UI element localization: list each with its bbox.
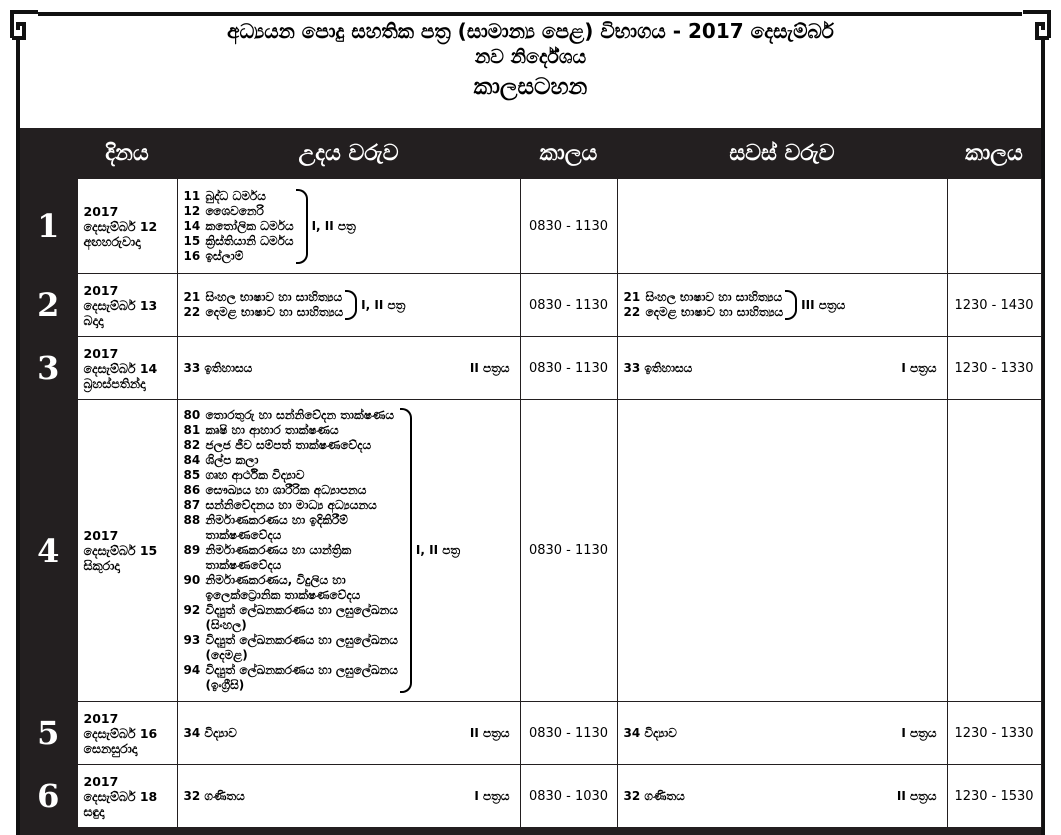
- paper-label: I පත්‍රය: [474, 788, 510, 803]
- subjects-group: [184, 189, 514, 264]
- subject-code: 22: [623, 305, 641, 319]
- table-row: [20, 702, 1041, 765]
- morning-time: 0830 - 1130: [520, 702, 617, 765]
- morning-time: 0830 - 1030: [520, 765, 617, 828]
- morning-time: 0830 - 1130: [520, 400, 617, 702]
- page-subtitle: නව නිර්දේශය: [474, 46, 587, 68]
- header-afternoon: සවස් වරුව: [729, 140, 835, 166]
- page-title: අධ්‍යයන පොදු සහතික පත්‍ර (සාමාන්‍ය පෙළ) විභාගය - 2017 දෙසැම්බර්: [227, 19, 834, 43]
- frame-right-border: [1041, 40, 1045, 835]
- date-line: දෙසැම්බර් 13: [83, 297, 158, 313]
- subject-line: [624, 290, 784, 305]
- subject-name: ගෘහ ආර්ථික විද්‍යාව: [205, 468, 305, 482]
- paper-label: I පත්‍රය: [901, 725, 937, 740]
- brace-icon: [785, 290, 797, 320]
- subject-name: සෞඛ්‍යය හා ශාරීරික අධ්‍යාපනය: [205, 483, 367, 497]
- subject-code: 21: [183, 290, 201, 304]
- subject-line: [624, 305, 784, 320]
- header-afternoon-time: කාලය: [965, 140, 1023, 166]
- date-line: දෙසැම්බර් 14: [83, 360, 158, 376]
- afternoon-subjects: [617, 400, 947, 702]
- row-number: 1: [20, 179, 77, 274]
- subject-name: ශෛවනෙරි: [205, 203, 264, 218]
- subject-code: 92: [183, 603, 201, 617]
- header-morning-time: කාලය: [539, 140, 598, 166]
- subject-name: දෙමළ භාෂාව හා සාහිත්‍යය: [205, 305, 344, 319]
- subject-name: ක්‍රිස්තියානි ධර්මය: [205, 233, 294, 248]
- subject-line: [184, 189, 294, 204]
- row-number: 4: [20, 400, 77, 702]
- subject-code: 22: [183, 305, 201, 319]
- paper-label: III පත්‍රය: [801, 297, 846, 312]
- date-cell: [77, 765, 177, 828]
- date-line: සඳුදා: [83, 803, 105, 819]
- date-line: දෙසැම්බර් 15: [83, 543, 158, 558]
- date-line: 2017: [83, 528, 119, 543]
- subjects-group: [624, 290, 941, 320]
- date-line: දෙසැම්බර් 18: [83, 788, 158, 804]
- subject-name: බුද්ධ ධර්මය: [205, 188, 266, 203]
- brace-icon: [296, 189, 308, 264]
- subject-code: 14: [183, 218, 201, 233]
- subject-code: 82: [183, 438, 201, 452]
- subject-line: [184, 290, 344, 305]
- header-day: දිනය: [105, 140, 149, 166]
- date-line: 2017: [83, 773, 119, 789]
- date-line: අඟහරුවාදා: [83, 233, 141, 249]
- page-heading-timetable: කාලසටහන: [473, 74, 588, 100]
- subject-line: 33 ඉතිහාසය: [183, 360, 253, 375]
- subject-line: [184, 513, 398, 528]
- subject-code: 85: [183, 468, 201, 482]
- subject-single: [624, 789, 941, 804]
- subject-name: සිංහල භාෂාව හා සාහිත්‍යය: [205, 290, 343, 304]
- subject-name: විද්‍යුත් ලේඛනකරණය හා ලඝුලේඛනය: [205, 603, 398, 617]
- date-line: 2017: [83, 282, 119, 298]
- subject-line-cont: (ඉංග්‍රීසි): [205, 678, 245, 692]
- subject-name: නිර්මාණකරණය, විදුලිය හා: [205, 573, 346, 587]
- morning-subjects: [177, 765, 520, 828]
- subject-list: [184, 189, 294, 264]
- morning-time: 0830 - 1130: [520, 179, 617, 274]
- afternoon-time: 1230 - 1330: [947, 702, 1041, 765]
- afternoon-subjects: [617, 702, 947, 765]
- subject-name: දෙමළ භාෂාව හා සාහිත්‍යය: [645, 305, 784, 319]
- morning-subjects: [177, 337, 520, 400]
- morning-subjects: [177, 400, 520, 702]
- subject-list: [184, 408, 398, 693]
- subject-name: කතෝලික ධර්මය: [205, 218, 294, 233]
- subject-code: 84: [183, 453, 201, 467]
- paper-label: II පත්‍රය: [469, 360, 510, 375]
- date-line: දෙසැම්බර් 12: [83, 218, 158, 234]
- table-row: [20, 337, 1041, 400]
- afternoon-time: 1230 - 1530: [947, 765, 1041, 828]
- date-cell: [77, 400, 177, 702]
- subject-name: ශිල්ප කලා: [205, 453, 259, 467]
- subject-line-cont: තාක්ෂණවේදය: [205, 558, 282, 572]
- morning-time: 0830 - 1130: [520, 337, 617, 400]
- subject-line-cont: (දෙමළ): [205, 648, 248, 662]
- paper-label: I, II පත්‍ර: [361, 297, 406, 312]
- subject-code: 88: [183, 513, 201, 527]
- subject-code: 21: [623, 290, 641, 304]
- afternoon-time: 1230 - 1430: [947, 274, 1041, 337]
- morning-time: 0830 - 1130: [520, 274, 617, 337]
- subject-code: 90: [183, 573, 201, 587]
- subject-line: [184, 249, 294, 264]
- subject-line: 32 ගණිතය: [623, 788, 685, 803]
- subject-code: 87: [183, 498, 201, 512]
- afternoon-time: 1230 - 1330: [947, 337, 1041, 400]
- brace-icon: [400, 408, 412, 693]
- subject-code: 94: [183, 663, 201, 677]
- subject-line: [184, 305, 344, 320]
- date-line: සෙනසුරාදා: [83, 740, 138, 756]
- afternoon-subjects: [617, 765, 947, 828]
- header-num: [20, 128, 77, 179]
- paper-label: II පත්‍රය: [896, 788, 937, 803]
- subject-code: 80: [183, 408, 201, 422]
- subject-line: [184, 498, 398, 513]
- subject-line: [184, 438, 398, 453]
- table-row: [20, 274, 1041, 337]
- date-line: බ්‍රහස්පතින්දා: [83, 375, 146, 391]
- subject-name: කෘෂි හා ආහාර තාක්ෂණය: [205, 423, 339, 437]
- table-header-row: [20, 128, 1041, 179]
- table-row: [20, 179, 1041, 274]
- subject-single: [184, 726, 514, 741]
- paper-label: I, II පත්‍ර: [415, 543, 461, 557]
- paper-label: I පත්‍රය: [901, 360, 937, 375]
- subject-name: සිංහල භාෂාව හා සාහිත්‍යය: [645, 290, 783, 304]
- afternoon-subjects: [617, 179, 947, 274]
- subject-line: [184, 663, 398, 678]
- subject-line: [184, 219, 294, 234]
- timetable: [20, 128, 1042, 828]
- subject-line: 34 විද්‍යාව: [623, 725, 677, 740]
- subject-line: [184, 573, 398, 588]
- subject-line-cont: (සිංහල): [205, 618, 247, 632]
- table-body: [20, 179, 1041, 828]
- afternoon-subjects: [617, 337, 947, 400]
- subject-code: 81: [183, 423, 201, 437]
- subject-single: [184, 789, 514, 804]
- morning-subjects: [177, 179, 520, 274]
- subject-code: 12: [183, 203, 201, 218]
- subject-line: 34 විද්‍යාව: [183, 725, 237, 740]
- afternoon-time: [947, 179, 1041, 274]
- subject-list: [624, 290, 784, 320]
- subject-single: [184, 361, 514, 376]
- row-number: 5: [20, 702, 77, 765]
- morning-subjects: [177, 702, 520, 765]
- subjects-group: [184, 408, 514, 693]
- subject-line: [184, 234, 294, 249]
- subject-code: 16: [183, 248, 201, 263]
- subject-line: [184, 543, 398, 558]
- subject-line: [184, 468, 398, 483]
- afternoon-subjects: [617, 274, 947, 337]
- subject-line-cont: ඉලෙක්ට්‍රොනික තාක්ෂණවේදය: [205, 588, 361, 602]
- subject-name: නිර්මාණකරණය හා ඉදිකිරීම්: [205, 513, 348, 527]
- subject-name: ජලජ ජීව සම්පත් තාක්ෂණවේදය: [205, 438, 372, 452]
- date-cell: [77, 337, 177, 400]
- subject-name: නිර්මාණකරණය හා යාන්ත්‍රික: [205, 543, 352, 557]
- subject-line: [184, 423, 398, 438]
- row-number: 3: [20, 337, 77, 400]
- date-cell: [77, 702, 177, 765]
- subject-single: [624, 726, 941, 741]
- subject-line: [184, 633, 398, 648]
- subjects-group: [184, 290, 514, 320]
- subject-list: [184, 290, 344, 320]
- subject-code: 15: [183, 233, 201, 248]
- subject-line: [184, 603, 398, 618]
- subject-line: [184, 204, 294, 219]
- subject-line: 32 ගණිතය: [183, 788, 245, 803]
- date-line: 2017: [83, 710, 119, 726]
- subject-code: 89: [183, 543, 201, 557]
- subject-name: ඉස්ලාම්: [205, 248, 244, 263]
- subject-name: විද්‍යුත් ලේඛනකරණය හා ලඝුලේඛනය: [205, 633, 398, 647]
- subject-line: [184, 408, 398, 423]
- subject-line-cont: තාක්ෂණවේදය: [205, 528, 282, 542]
- table-row: [20, 400, 1041, 702]
- morning-subjects: [177, 274, 520, 337]
- table-row: [20, 765, 1041, 828]
- timetable-container: [20, 128, 1041, 835]
- afternoon-time: [947, 400, 1041, 702]
- date-cell: [77, 274, 177, 337]
- header-morning: උදය වරුව: [298, 140, 399, 166]
- row-number: 6: [20, 765, 77, 828]
- subject-code: 93: [183, 633, 201, 647]
- date-line: බදාදා: [83, 312, 104, 328]
- subject-line: 33 ඉතිහාසය: [623, 360, 693, 375]
- subject-single: [624, 361, 941, 376]
- subject-line: [184, 453, 398, 468]
- document-header: [20, 16, 1041, 126]
- date-line: දෙසැම්බර් 16: [83, 725, 158, 741]
- row-number: 2: [20, 274, 77, 337]
- paper-label: II පත්‍රය: [469, 725, 510, 740]
- date-line: සිකුරාදා: [83, 558, 120, 573]
- subject-code: 86: [183, 483, 201, 497]
- subject-name: සන්නිවේදනය හා මාධ්‍ය අධ්‍යයනය: [205, 498, 377, 512]
- paper-label: I, II පත්‍ර: [311, 218, 356, 233]
- brace-icon: [345, 290, 357, 320]
- subject-name: විද්‍යුත් ලේඛනකරණය හා ලඝුලේඛනය: [205, 663, 398, 677]
- date-line: 2017: [83, 203, 119, 219]
- subject-name: තොරතුරු හා සන්නිවේදන තාක්ෂණය: [205, 408, 394, 422]
- subject-code: 11: [183, 188, 201, 203]
- subject-line: [184, 483, 398, 498]
- date-cell: [77, 179, 177, 274]
- date-line: 2017: [83, 345, 119, 361]
